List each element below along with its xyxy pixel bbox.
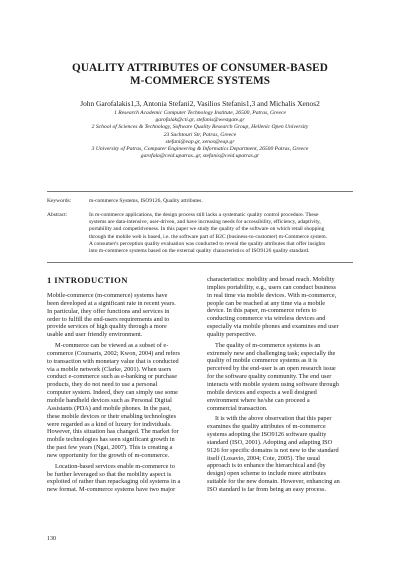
affiliation-line: 2 School of Sciences & Technology, Software Quality Research Group, Hellenic Open University [91,124,309,131]
text-line: to transaction with monetary value that is conducted [47,357,179,365]
page-number: 130 [47,536,56,542]
affiliation-email: stefani@eap.gr, xenos@eap.gr [165,138,235,145]
section-heading: 1 INTRODUCTION [47,275,128,285]
abstract-bottom-rule [47,262,353,263]
text-line: in real time via mobile devices. With m-commerce, [207,291,337,299]
text-line: especially via mobile phones and examines end user [207,323,339,331]
title-line-1: QUALITY ATTRIBUTES OF CONSUMER-BASED [72,62,328,74]
text-line: Assistants (PDA) and mobile phones. In the past, [47,404,172,412]
text-line: M-commerce can be viewed as a subset of e- [55,342,169,350]
text-line: characteristics: mobility and broad reach. Mobility [207,276,335,283]
abstract-line: through the mobile web is based, i.e. the software part of B2C (business-to-customer) m-Commerce system. [89,233,327,240]
abstract-line: portability and competitiveness. In this paper we study the quality of the software on which retail shopping [89,226,325,233]
text-line: products, they do not need to use a personal [47,381,158,389]
right-column [207,276,354,494]
text-line: quality perspective. [207,330,257,338]
paragraph [47,463,194,494]
text-line: device. In this paper, m-commerce refers to [207,307,317,315]
text-line: these mobile devices or their enabling technologies [47,412,177,420]
text-line: systems adopting the ISO9126 software quality [207,431,327,439]
text-line: ISO standard is far from being an easy process. [207,485,327,493]
paragraph [47,292,194,339]
affiliation-address: 23 Sachtouri Str, Patras, Greece [163,131,237,138]
abstract-line: A consumer's perception quality evaluation was conducted to reveal the quality attributes that offer insights [89,240,326,247]
text-line: In particular, they offer functions and services in [47,307,170,315]
text-line: new opportunity for the growth of m-commerce. [47,451,170,459]
keywords-label: Keywords: [47,198,72,204]
text-line: examines the quality attributes of m-commerce [207,423,326,431]
text-line: exploited of rather than repackaging old systems in a [47,478,181,486]
paragraph [207,276,354,339]
text-line: commerce (Coursaris, 2002; Kwon, 2004) and refers [47,349,180,357]
affiliation-line: 3 University of Patras, Computer Engineering & Informatics Department, 26500 Patras, Greece [91,146,309,153]
text-line: order to fulfill the end-users requirements and to [47,315,170,323]
text-line: 9126 for specific domains is not new to the standard [207,446,339,454]
keywords-text: m-commerce Systems, ISO9126, Quality attributes. [89,198,203,204]
text-line: However, this situation has changed. The market for [47,428,179,436]
abstract-line: into m-commerce systems based on the external quality characteristics of ISO9126 quality standard. [89,248,310,255]
text-line: The quality of m-commerce systems is an [215,341,321,349]
text-line: been developed at a significant rate in recent years. [47,299,176,307]
text-line: people can be reached at any time via a mobile [207,299,326,307]
text-line: extremely new and challenging task; especially the [207,349,336,357]
text-line: It is with the above observation that this paper [215,415,332,423]
text-line: Mobile-commerce (m-commerce) systems have [47,292,168,299]
text-line: interacts with mobile system using software through [207,380,339,388]
affiliations [0,110,400,160]
affiliation-line: 1 Research Academic Computer Technology Institute, 26500, Patras, Greece [114,110,286,116]
text-line: perceived by the end-user is an open research issue [207,365,336,373]
affiliation-email: garofalak@cti.gr, stefanis@westgate.gr [155,117,245,124]
text-line: via a mobile network (Clarke, 2001). When users [47,365,172,373]
abstract-text [89,212,347,255]
keywords-top-rule [47,191,353,192]
text-line: provide services of high quality through a more [47,323,167,331]
abstract-line: systems are data-intensive, user-driven, and have increasing needs for accessibility, efficiency, adaptivity, [89,219,321,226]
text-line: for the software quality community. The end user [207,373,332,381]
paragraph [207,342,354,413]
text-line: the past few years (Ngai, 2007). This is creating a [47,444,173,452]
text-line: be further leveraged so that the mobility aspect is [47,470,172,478]
text-line: implies portability, e.g., users can conduct business [207,283,337,291]
text-line: environment where he/she can proceed a [207,396,310,404]
text-line: conduct e-commerce such as e-banking or purchase [47,373,178,381]
text-line: mobile technologies has seen significant growth in [47,436,175,444]
paragraph [47,342,194,460]
text-line: were regarded as a kind of luxury for individuals. [47,420,172,428]
text-line: suitable for the new domain. However, enhancing an [207,478,340,486]
affiliation-email: garofala@ceid.upatras..gr, stefanis@ceid.upatras.gr [140,153,260,160]
left-column [47,292,194,494]
text-line: usable and user friendly environment. [47,331,143,339]
abstract-line: In m-commerce applications, the design process still lacks a systematic quality control procedure. These [89,212,319,218]
author-list: John Garofalakis1,3, Antonia Stefani2, Vasilios Stefanis1,3 and Michalis Xenos2 [80,99,320,108]
abstract-label: Abstract: [47,212,68,218]
text-line: computer system. Indeed, they can simply use some [47,389,178,397]
text-line: conducting commerce via wireless devices and [207,315,326,323]
text-line: quality of mobile commerce systems as it is [207,357,318,365]
paper-title [0,62,400,88]
text-line: new format. M-commerce systems have two major [47,486,176,494]
text-line: standard (ISO, 2001). Adopting and adapting ISO [207,438,333,446]
text-line: design) open scheme to include more attributes [207,470,326,478]
title-line-2: M-COMMERCE SYSTEMS [129,75,271,87]
text-line: approach is to enhance the hierarchical and (by [207,462,326,470]
text-line: itself (Losavio, 2004; Cote, 2005). The usual [207,454,321,462]
text-line: Location-based services enable m-commerce to [55,462,175,470]
paragraph [207,415,354,493]
text-line: mobile handheld devices such as Personal Digital [47,396,172,404]
text-line: commercial transaction. [207,404,268,412]
text-line: mobile devices and expects a well designed [207,388,317,396]
